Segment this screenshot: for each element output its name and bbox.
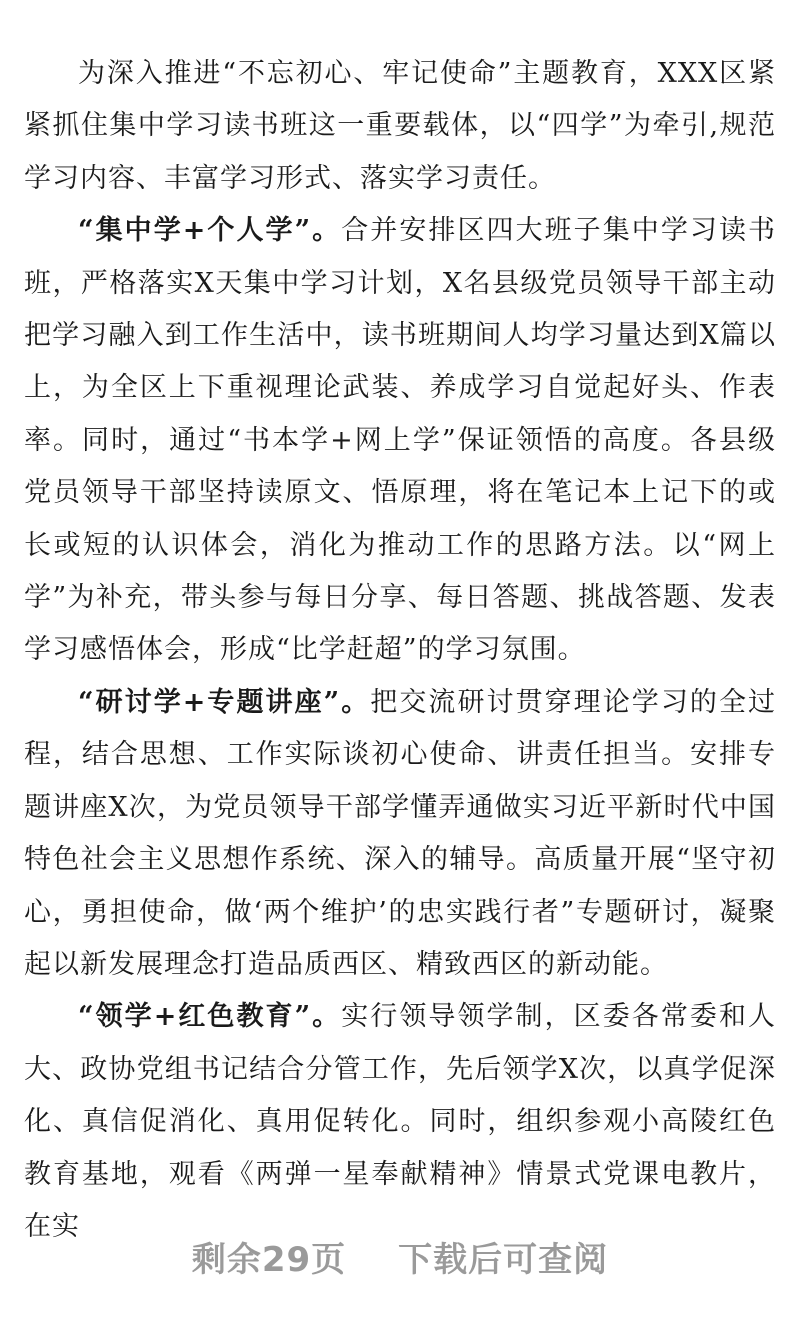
download-to-view-label: 下载后可查阅: [398, 1240, 609, 1280]
paragraph-intro: [24, 48, 776, 205]
paragraph-lead-study: [24, 991, 776, 1253]
paragraph-text: 为深入推进“不忘初心、牢记使命”主题教育，XXX区紧紧抓住集中学习读书班这一重要载体，以“四学”为牵引,规范学习内容、丰富学习形式、落实学习责任。: [24, 58, 776, 194]
paragraph-text: 合并安排区四大班子集中学习读书班，严格落实X天集中学习计划，X名县级党员领导干部主动把学习融入到工作生活中，读书班期间人均学习量达到X篇以上，为全区上下重视理论武装、养成学习自觉起好头、作表率。同时，通过“书本学+网上学”保证领悟的高度。各县级党员领导干部坚持读原文、悟原理，将在笔记本上记下的或长或短的认识体会，消化为推动工作的思路方法。以“网上学”为补充，带头参与每日分享、每日答题、挑战答题、发表学习感悟体会，形成“比学赶超”的学习氛围。: [24, 215, 776, 666]
remaining-pages-label: 剩余29页: [191, 1240, 347, 1280]
document-body: [24, 48, 776, 1253]
paragraph-lead: “领学+红色教育”。: [78, 1001, 342, 1033]
paragraph-text: 实行领导领学制，区委各常委和人大、政协党组书记结合分管工作，先后领学X次，以真学促深化、真信促消化、真用促转化。同时，组织参观小高陵红色教育基地，观看《两弹一星奉献精神》情景式党课电教片，在实: [24, 1001, 776, 1242]
paragraph-seminar-study: [24, 677, 776, 991]
paragraph-text: 把交流研讨贯穿理论学习的全过程，结合思想、工作实际谈初心使命、讲责任担当。安排专题讲座X次，为党员领导干部学懂弄通做实习近平新时代中国特色社会主义思想作系统、深入的辅导。高质量开展“坚守初心，勇担使命，做‘两个维护’的忠实践行者”专题研讨，凝聚起以新发展理念打造品质西区、精致西区的新动能。: [24, 686, 777, 980]
paragraph-collective-study: [24, 205, 776, 677]
paragraph-lead: “研讨学+专题讲座”。: [78, 686, 371, 718]
paragraph-lead: “集中学+个人学”。: [78, 215, 342, 247]
download-prompt[interactable]: [0, 1232, 800, 1281]
